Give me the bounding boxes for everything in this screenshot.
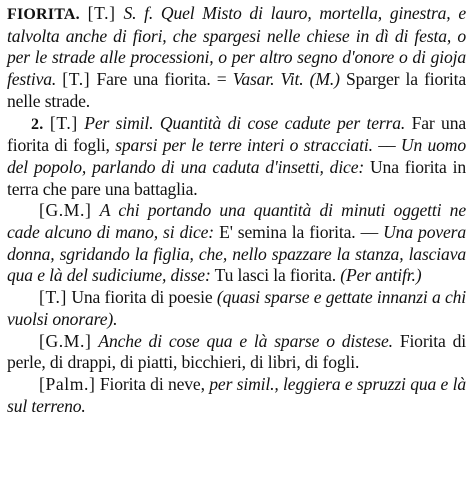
entry-paragraph-gm-2 bbox=[7, 331, 466, 374]
example-text: Tu lasci la fiorita. bbox=[214, 265, 337, 286]
source-tag: [Palm.] bbox=[39, 373, 96, 394]
source-tag: [G.M.] bbox=[39, 200, 92, 221]
source-tag: [T.] bbox=[87, 3, 116, 23]
citation-text: Vasar. Vit. (M.) bbox=[232, 69, 340, 90]
headword: FIORITA. bbox=[7, 6, 80, 23]
definition-text: (quasi sparse e gettate innanzi a chi vuolsi onorare). bbox=[7, 287, 466, 329]
entry-paragraph-t-2 bbox=[7, 287, 466, 330]
example-text: Sparger la fiorita nelle strade. bbox=[7, 69, 467, 111]
source-tag: [T.] bbox=[39, 287, 67, 308]
definition-text: sparsi per le terre interi o stracciati. –– Un uomo del popolo, parlando di una caduta d'insetti, dice: bbox=[7, 135, 466, 177]
example-text: Una fiorita di poesie bbox=[71, 287, 213, 308]
source-tag: [G.M.] bbox=[39, 330, 92, 351]
sense-number: 2. bbox=[31, 115, 44, 133]
parenthetical-note: (Per antifr.) bbox=[340, 265, 422, 286]
definition-text: Anche di cose qua e là sparse o distese. bbox=[98, 330, 393, 351]
entry-paragraph-sense-2 bbox=[7, 113, 466, 201]
example-text: Far una fiorita di fogli, bbox=[7, 112, 467, 156]
example-text: Fiorita di perle, di drappi, di piatti, bicchieri, di libri, di fogli. bbox=[7, 330, 466, 373]
definition-text: per simil., leggiera e spruzzi qua e là sul terreno. bbox=[7, 373, 467, 416]
definition-text: A chi portando una quantità di minuti oggetti ne cade alcuno di mano, si dice: bbox=[7, 200, 466, 243]
definition-text: Una povera donna, sgridando la figlia, che, nello spazzare la stanza, lasciava qua e là del sudiciume, disse: bbox=[7, 222, 467, 286]
source-tag: [T.] bbox=[49, 112, 78, 133]
equals-sign: = bbox=[216, 69, 227, 90]
example-text: Una fiorita in terra che pare una battaglia. bbox=[7, 156, 466, 199]
entry-paragraph-palm bbox=[7, 374, 466, 417]
example-text: E' semina la fiorita. bbox=[219, 222, 356, 243]
example-text: Fiorita di neve, bbox=[99, 373, 205, 394]
source-tag: [T.] bbox=[62, 69, 91, 90]
example-text: Fare una fiorita. bbox=[96, 69, 211, 90]
definition-text: Per simil. Quantità di cose cadute per terra. bbox=[84, 112, 406, 133]
em-dash: — bbox=[360, 222, 379, 243]
entry-paragraph-main bbox=[7, 3, 466, 113]
entry-paragraph-gm-1 bbox=[7, 200, 466, 287]
definition-text: S. f. Quel Misto di lauro, mortella, ginestra, e talvolta anche di fiori, che spargesi nelle chiese in dì di festa, o per le strade alle processioni, o per altro segno d'onore o di gioja festiva. bbox=[7, 3, 466, 90]
